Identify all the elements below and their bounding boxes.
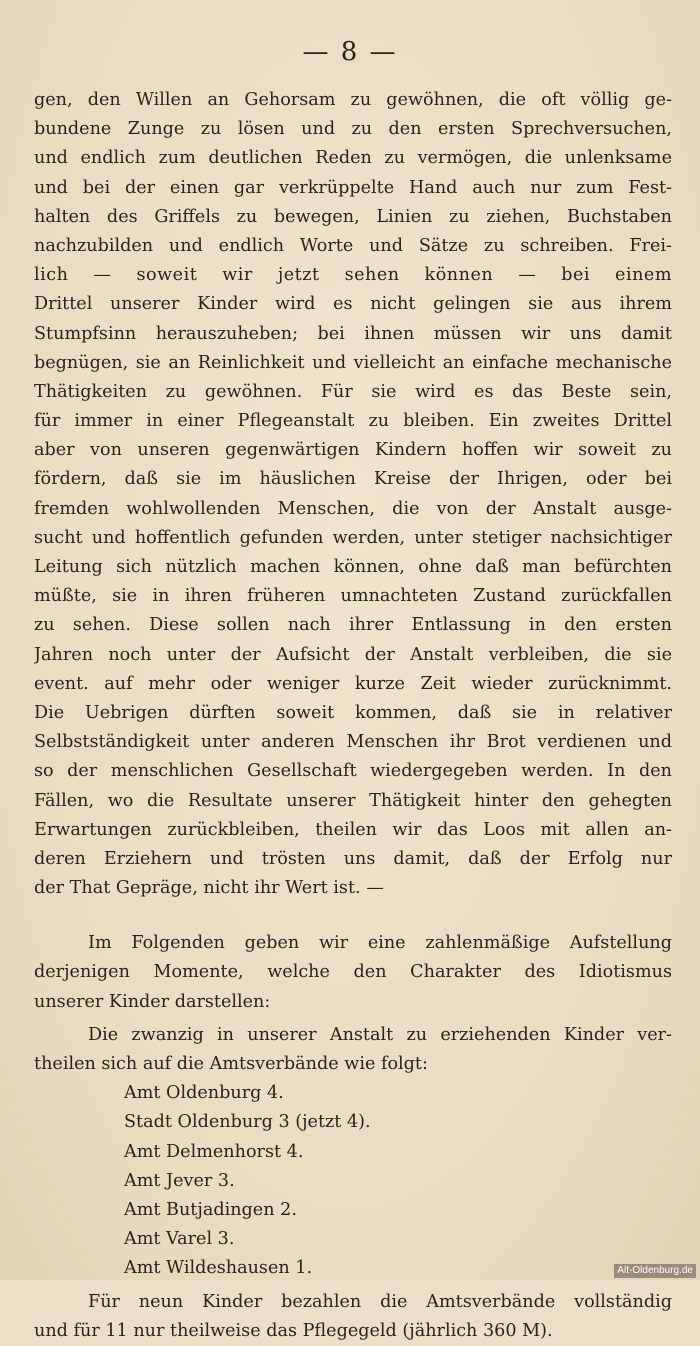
- text-line: gen, den Willen an Gehorsam zu gewöhnen, die oft völlig ge-: [34, 90, 672, 110]
- paragraph-3: [34, 1021, 672, 1079]
- text-line: Die zwanzig in unserer Anstalt zu erziehenden Kinder ver-: [88, 1024, 672, 1045]
- text-line: Stumpfsinn herauszuheben; bei ihnen müssen wir uns damit: [34, 323, 672, 344]
- text-line: so der menschlichen Gesellschaft wiedergegeben werden. In den: [34, 761, 672, 782]
- text-line: Selbstständigkeit unter anderen Menschen ihr Brot verdienen und: [34, 732, 672, 753]
- text-line: lich — soweit wir jetzt sehen können — bei einem: [34, 265, 672, 286]
- text-line: bundene Zunge zu lösen und zu den ersten Sprechversuchen,: [34, 119, 672, 140]
- text-line: theilen sich auf die Amtsverbände wie folgt:: [34, 1054, 428, 1074]
- list-item: Amt Varel 3.: [124, 1229, 235, 1250]
- text-line: derjenigen Momente, welche den Charakter des Idiotismus: [34, 962, 672, 983]
- text-line: Für neun Kinder bezahlen die Amtsverbände vollständig: [88, 1291, 672, 1312]
- watermark: Alt-Oldenburg.de: [614, 1264, 696, 1278]
- paragraph-1: [34, 86, 672, 903]
- text-line: halten des Griffels zu bewegen, Linien zu ziehen, Buchstaben: [34, 206, 672, 227]
- text-line: sucht und hoffentlich gefunden werden, unter stetiger nachsichtiger: [34, 527, 672, 548]
- text-line: nachzubilden und endlich Worte und Sätze zu schreiben. Frei-: [34, 235, 672, 256]
- text-line: Im Folgenden geben wir eine zahlenmäßige Aufstellung: [88, 933, 672, 954]
- list-item: Amt Jever 3.: [124, 1170, 235, 1191]
- text-line: zu sehen. Diese sollen nach ihrer Entlassung in den ersten: [34, 615, 672, 636]
- text-line: begnügen, sie an Reinlichkeit und vielleicht an einfache mechanische: [34, 352, 672, 373]
- text-line: und bei der einen gar verkrüppelte Hand auch nur zum Fest-: [34, 177, 672, 198]
- paragraph-gap: [34, 903, 672, 929]
- text-line: der That Gepräge, nicht ihr Wert ist. —: [34, 878, 384, 899]
- district-list: [34, 1079, 672, 1283]
- text-line: fremden wohlwollenden Menschen, die von der Anstalt ausge-: [34, 498, 672, 519]
- page-number: — 8 —: [302, 37, 398, 67]
- text-line: Thätigkeiten zu gewöhnen. Für sie wird es das Beste sein,: [34, 381, 672, 402]
- text-line: fördern, daß sie im häuslichen Kreise der Ihrigen, oder bei: [34, 469, 672, 490]
- text-line: und für 11 nur theilweise das Pflegegeld (jährlich 360 M).: [34, 1320, 553, 1341]
- list-item: Amt Oldenburg 4.: [124, 1083, 284, 1104]
- text-line: deren Erziehern und trösten uns damit, daß der Erfolg nur: [34, 848, 672, 869]
- text-line: Die Uebrigen dürften soweit kommen, daß sie in relativer: [34, 702, 672, 723]
- list-item: Amt Delmenhorst 4.: [124, 1141, 304, 1162]
- text-line: müßte, sie in ihren früheren umnachteten Zustand zurückfallen: [34, 586, 672, 607]
- text-line: Drittel unserer Kinder wird es nicht gelingen sie aus ihrem: [34, 294, 672, 315]
- text-line: Leitung sich nützlich machen können, ohne daß man befürchten: [34, 557, 672, 577]
- text-line: Erwartungen zurückbleiben, theilen wir das Loos mit allen an-: [34, 819, 672, 840]
- text-line: und endlich zum deutlichen Reden zu vermögen, die unlenksame: [34, 148, 672, 169]
- list-item: Amt Wildeshausen 1.: [124, 1258, 313, 1279]
- text-line: für immer in einer Pflegeanstalt zu bleiben. Ein zweites Drittel: [34, 411, 672, 432]
- text-line: event. auf mehr oder weniger kurze Zeit wieder zurücknimmt.: [34, 673, 672, 694]
- text-line: aber von unseren gegenwärtigen Kindern hoffen wir soweit zu: [34, 440, 672, 461]
- text-line: unserer Kinder darstellen:: [34, 991, 271, 1012]
- paragraph-4: [34, 1288, 672, 1346]
- body-text: [34, 86, 672, 1346]
- paragraph-2: [34, 929, 672, 1017]
- text-line: Jahren noch unter der Aufsicht der Anstalt verbleiben, die sie: [34, 644, 672, 665]
- list-item: Stadt Oldenburg 3 (jetzt 4).: [124, 1112, 371, 1133]
- text-line: Fällen, wo die Resultate unserer Thätigkeit hinter den gehegten: [34, 790, 672, 811]
- list-item: Amt Butjadingen 2.: [124, 1199, 297, 1220]
